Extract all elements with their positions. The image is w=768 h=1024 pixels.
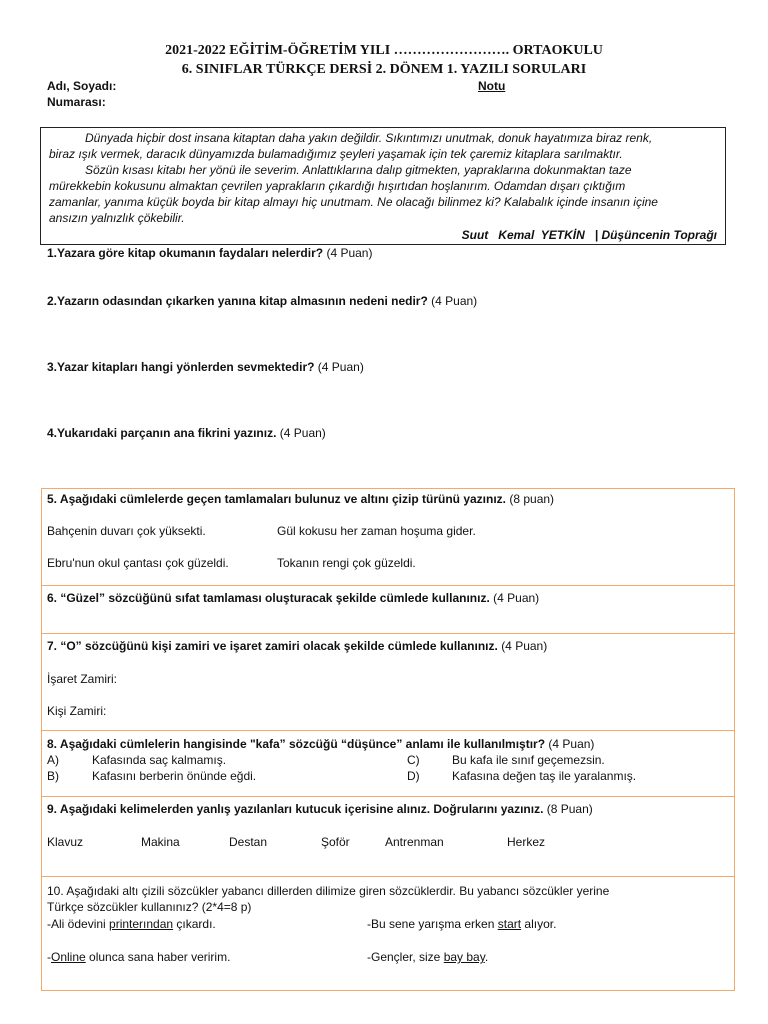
option-letter: A) bbox=[47, 753, 59, 767]
option-letter: D) bbox=[407, 769, 420, 783]
question-text: 1.Yazara göre kitap okumanın faydaları nelerdir? bbox=[47, 246, 324, 260]
number-label: Numarası: bbox=[47, 95, 106, 109]
question-points: (4 Puan) bbox=[279, 426, 326, 440]
sentence-3 bbox=[47, 950, 230, 964]
question-6 bbox=[47, 591, 539, 605]
grade-label: Notu bbox=[478, 79, 506, 93]
question-text: 4.Yukarıdaki parçanın ana fikrini yazınız. bbox=[47, 426, 277, 440]
word-item: Destan bbox=[229, 835, 268, 849]
passage-line: biraz ışık vermek, daracık dünyamızda bulamadığımız şeyleri yaşamak için tek çaremiz kitaplara sarılmaktır. bbox=[49, 147, 623, 161]
question-8-box bbox=[41, 730, 735, 797]
sentence-text: -Gençler, size bbox=[367, 950, 444, 964]
sentence: Gül kokusu her zaman hoşuma gider. bbox=[277, 524, 476, 538]
demonstrative-pronoun-label: İşaret Zamiri: bbox=[47, 672, 118, 686]
question-10-line2: Türkçe sözcükler kullanınız? (2*4=8 p) bbox=[47, 900, 252, 914]
question-2 bbox=[47, 294, 477, 308]
foreign-word: start bbox=[497, 917, 522, 931]
foreign-word: Online bbox=[51, 950, 86, 964]
word-item: Herkez bbox=[507, 835, 546, 849]
sentence-4 bbox=[367, 950, 488, 964]
question-7 bbox=[47, 639, 547, 653]
passage-line: ansızın yalnızlık çökebilir. bbox=[49, 211, 185, 225]
question-3 bbox=[47, 360, 364, 374]
reading-passage bbox=[40, 127, 726, 245]
sentence-text: - bbox=[47, 950, 51, 964]
question-text: 5. Aşağıdaki cümlelerde geçen tamlamaları bulunuz ve altını çizip türünü yazınız. bbox=[47, 492, 507, 506]
passage-line: zamanlar, yanıma küçük boyda bir kitap almayı hiç unutmam. Ne olacağı bilinmez ki? Kalabalık içinde insanın içine bbox=[49, 195, 658, 209]
option-letter: B) bbox=[47, 769, 59, 783]
exam-title: 6. SINIFLAR TÜRKÇE DERSİ 2. DÖNEM 1. YAZILI SORULARI bbox=[181, 62, 587, 77]
sentence: Bahçenin duvarı çok yüksekti. bbox=[47, 524, 206, 538]
sentence: Tokanın rengi çok güzeldi. bbox=[277, 556, 416, 570]
option-letter: C) bbox=[407, 753, 420, 767]
question-9 bbox=[47, 802, 593, 816]
question-7-box bbox=[41, 633, 735, 731]
question-10-box bbox=[41, 876, 735, 991]
question-5 bbox=[47, 492, 554, 506]
question-points: (4 Puan) bbox=[431, 294, 478, 308]
sentence-text: çıkardı. bbox=[173, 917, 216, 931]
question-points: (4 Puan) bbox=[548, 737, 595, 751]
question-text: 3.Yazar kitapları hangi yönlerden sevmektedir? bbox=[47, 360, 315, 374]
question-points: (8 Puan) bbox=[546, 802, 593, 816]
question-points: (4 Puan) bbox=[501, 639, 548, 653]
foreign-word: printerından bbox=[109, 917, 174, 931]
personal-pronoun-label: Kişi Zamiri: bbox=[47, 704, 107, 718]
school-title: 2021-2022 EĞİTİM-ÖĞRETİM YILI ……………………. ORTAOKULU bbox=[165, 43, 603, 58]
option-a-text: Kafasında saç kalmamış. bbox=[92, 753, 227, 767]
option-d-text: Kafasına değen taş ile yaralanmış. bbox=[452, 769, 637, 783]
foreign-word: bay bay bbox=[443, 950, 485, 964]
word-item: Antrenman bbox=[385, 835, 444, 849]
passage-line: Sözün kısası kitabı her yönü ile severim. Anlattıklarına dalıp gitmekten, yapraklarına dokunmaktan taze bbox=[85, 163, 632, 177]
question-9-box bbox=[41, 796, 735, 877]
sentence-text: alıyor. bbox=[521, 917, 557, 931]
passage-line: Dünyada hiçbir dost insana kitaptan daha yakın değildir. Sıkıntımızı unutmak, donuk hayatımıza biraz renk, bbox=[85, 131, 653, 145]
word-item: Klavuz bbox=[47, 835, 84, 849]
question-points: (4 Puan) bbox=[326, 246, 373, 260]
question-text: 8. Aşağıdaki cümlelerin hangisinde "kafa” sözcüğü “düşünce” anlamı ile kullanılmıştır? bbox=[47, 737, 546, 751]
question-points: (8 puan) bbox=[509, 492, 555, 506]
passage-author: Suut Kemal YETKİN | Düşüncenin Toprağı bbox=[461, 228, 717, 242]
question-text: 7. “O” sözcüğünü kişi zamiri ve işaret zamiri olacak şekilde cümlede kullanınız. bbox=[47, 639, 498, 653]
question-1 bbox=[47, 246, 372, 260]
passage-line: mürekkebin kokusunu almaktan çevrilen yaprakların çıkardığı hışırtıdan hoşlanırım. Odamdan dışarı çıktığım bbox=[49, 179, 626, 193]
question-text: 6. “Güzel” sözcüğünü sıfat tamlaması oluşturacak şekilde cümlede kullanınız. bbox=[47, 591, 490, 605]
question-8 bbox=[47, 737, 594, 751]
sentence-1 bbox=[47, 917, 216, 931]
sentence-text: -Bu sene yarışma erken bbox=[367, 917, 498, 931]
question-points: (4 Puan) bbox=[493, 591, 540, 605]
option-c-text: Bu kafa ile sınıf geçemezsin. bbox=[452, 753, 605, 767]
sentence-2 bbox=[367, 917, 556, 931]
sentence: Ebru'nun okul çantası çok güzeldi. bbox=[47, 556, 229, 570]
question-text: 2.Yazarın odasından çıkarken yanına kitap almasının nedeni nedir? bbox=[47, 294, 428, 308]
sentence-text: olunca sana haber veririm. bbox=[85, 950, 231, 964]
question-4 bbox=[47, 426, 326, 440]
question-text: 9. Aşağıdaki kelimelerden yanlış yazılanları kutucuk içerisine alınız. Doğrularını yazınız. bbox=[47, 802, 544, 816]
question-6-box bbox=[41, 585, 735, 634]
question-10-line1: 10. Aşağıdaki altı çizili sözcükler yabancı dillerden dilimize giren sözcüklerdir. Bu yabancı sözcükler yerine bbox=[47, 884, 610, 898]
name-label: Adı, Soyadı: bbox=[47, 79, 117, 93]
question-5-box bbox=[41, 488, 735, 586]
question-points: (4 Puan) bbox=[317, 360, 364, 374]
sentence-text: . bbox=[484, 950, 489, 964]
word-item: Makina bbox=[141, 835, 180, 849]
option-b-text: Kafasını berberin önünde eğdi. bbox=[92, 769, 257, 783]
sentence-text: -Ali ödevini bbox=[47, 917, 110, 931]
word-item: Şoför bbox=[321, 835, 350, 849]
